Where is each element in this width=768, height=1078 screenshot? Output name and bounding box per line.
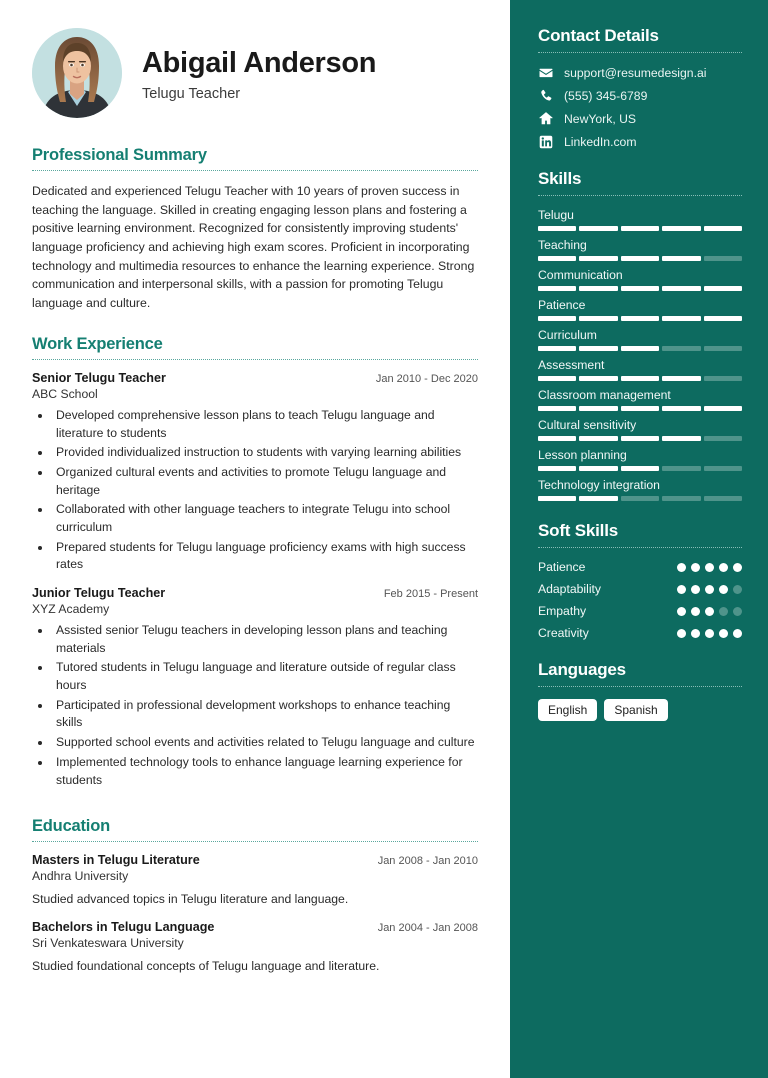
skill-label: Communication	[538, 268, 623, 282]
entry-organization: Andhra University	[32, 869, 129, 884]
skill-label: Patience	[538, 298, 586, 312]
skill-bar-segment	[704, 226, 742, 231]
rating-dot	[705, 607, 714, 616]
section-education	[32, 817, 478, 842]
rating-dot	[705, 563, 714, 572]
skill-bar-segment	[621, 226, 659, 231]
entry-title: Senior Telugu Teacher	[32, 370, 166, 385]
skill-bar-segment	[579, 226, 617, 231]
skill-level-bar	[538, 496, 742, 501]
skill-label: Lesson planning	[538, 448, 627, 462]
contact-row	[538, 111, 742, 126]
section-divider	[32, 359, 478, 360]
experience-entry	[32, 371, 478, 574]
soft-skill-item	[538, 582, 742, 596]
skills-list	[538, 208, 742, 501]
list-item: • Developed comprehensive lesson plans to teach Telugu language and literature to students	[52, 407, 478, 442]
skill-bar-segment	[538, 406, 576, 411]
rating-dot	[705, 585, 714, 594]
sidebar-section-skills	[538, 169, 742, 501]
skill-bar-segment	[704, 256, 742, 261]
skill-item	[538, 448, 742, 471]
sidebar-divider	[538, 195, 742, 196]
section-heading: Professional Summary	[32, 146, 207, 164]
skill-level-bar	[538, 466, 742, 471]
rating-dot	[719, 629, 728, 638]
soft-skill-label: Patience	[538, 560, 586, 574]
soft-skill-rating	[677, 629, 742, 638]
skill-bar-segment	[621, 496, 659, 501]
skill-bar-segment	[704, 406, 742, 411]
skill-bar-segment	[704, 466, 742, 471]
rating-dot	[719, 563, 728, 572]
section-professional-summary	[32, 146, 478, 171]
entry-organization: Sri Venkateswara University	[32, 936, 184, 951]
list-item: • Collaborated with other language teachers to integrate Telugu into school curriculum	[52, 501, 478, 536]
skill-label: Curriculum	[538, 328, 597, 342]
soft-skill-label: Empathy	[538, 604, 587, 618]
skill-bar-segment	[538, 346, 576, 351]
skill-bar-segment	[579, 496, 617, 501]
rating-dot	[691, 585, 700, 594]
sidebar-heading: Skills	[538, 169, 582, 188]
sidebar-section-soft-skills	[538, 521, 742, 640]
skill-level-bar	[538, 376, 742, 381]
entry-date: Jan 2010 - Dec 2020	[375, 372, 478, 385]
skill-label: Technology integration	[538, 478, 660, 492]
skill-bar-segment	[704, 316, 742, 321]
language-chip: English	[538, 699, 597, 721]
rating-dot	[705, 629, 714, 638]
skill-bar-segment	[579, 256, 617, 261]
skill-bar-segment	[621, 286, 659, 291]
contact-value: (555) 345-6789	[564, 88, 648, 103]
rating-dot	[719, 585, 728, 594]
language-chip: Spanish	[604, 699, 667, 721]
rating-dot	[733, 585, 742, 594]
sidebar-section-contact	[538, 26, 742, 149]
skill-bar-segment	[538, 466, 576, 471]
list-item: • Organized cultural events and activities to promote Telugu language and heritage	[52, 464, 478, 499]
skill-level-bar	[538, 226, 742, 231]
skill-bar-segment	[662, 316, 700, 321]
sidebar-heading: Languages	[538, 660, 626, 679]
education-list	[32, 853, 478, 973]
skill-bar-segment	[538, 286, 576, 291]
skill-bar-segment	[538, 496, 576, 501]
skill-bar-segment	[579, 346, 617, 351]
skill-bar-segment	[538, 436, 576, 441]
sidebar-heading: Contact Details	[538, 26, 659, 45]
soft-skill-rating	[677, 607, 742, 616]
soft-skill-rating	[677, 563, 742, 572]
skill-bar-segment	[621, 376, 659, 381]
skill-bar-segment	[662, 496, 700, 501]
section-heading: Work Experience	[32, 334, 163, 353]
skill-bar-segment	[538, 376, 576, 381]
sidebar-section-languages	[538, 660, 742, 721]
section-work-experience	[32, 335, 478, 360]
contact-row	[538, 88, 742, 103]
experience-list	[32, 371, 478, 817]
skill-bar-segment	[579, 436, 617, 441]
skill-item	[538, 478, 742, 501]
entry-title: Masters in Telugu Literature	[32, 853, 200, 868]
job-role: Telugu Teacher	[142, 85, 241, 102]
sidebar-divider	[538, 547, 742, 548]
skill-bar-segment	[579, 376, 617, 381]
skill-bar-segment	[621, 466, 659, 471]
soft-skill-label: Adaptability	[538, 582, 602, 596]
linkedin-icon	[538, 134, 553, 149]
entry-title: Bachelors in Telugu Language	[32, 920, 215, 935]
contact-row	[538, 134, 742, 149]
skill-item	[538, 328, 742, 351]
skill-bar-segment	[621, 436, 659, 441]
resume-header	[32, 28, 478, 118]
spacer	[32, 801, 478, 817]
envelope-icon	[538, 65, 553, 80]
entry-header	[32, 920, 478, 934]
rating-dot	[733, 629, 742, 638]
rating-dot	[691, 563, 700, 572]
skill-level-bar	[538, 286, 742, 291]
entry-date: Jan 2004 - Jan 2008	[377, 922, 478, 935]
skill-bar-segment	[704, 346, 742, 351]
entry-date: Feb 2015 - Present	[383, 588, 478, 600]
soft-skill-label: Creativity	[538, 626, 589, 640]
list-item: • Implemented technology tools to enhance language learning experience for students	[52, 754, 478, 789]
skill-bar-segment	[621, 406, 659, 411]
education-entry	[32, 920, 478, 973]
home-icon	[538, 111, 553, 126]
skill-bar-segment	[704, 496, 742, 501]
skill-item	[538, 298, 742, 321]
entry-bullet-list	[32, 407, 478, 574]
sidebar-divider	[538, 52, 742, 53]
contact-value: NewYork, US	[564, 111, 637, 126]
skill-item	[538, 358, 742, 381]
skill-bar-segment	[538, 316, 576, 321]
list-item: • Assisted senior Telugu teachers in developing lesson plans and teaching materials	[52, 622, 478, 657]
entry-organization: ABC School	[32, 386, 98, 401]
rating-dot	[719, 607, 728, 616]
entry-header	[32, 371, 478, 385]
list-item: • Provided individualized instruction to students with varying learning abilities	[52, 444, 478, 462]
skill-level-bar	[538, 316, 742, 321]
name-block	[142, 44, 376, 102]
rating-dot	[691, 629, 700, 638]
skill-label: Assessment	[538, 358, 605, 372]
contact-list	[538, 65, 742, 149]
list-item: • Participated in professional development workshops to enhance teaching skills	[52, 697, 478, 732]
skill-bar-segment	[662, 256, 700, 261]
skill-bar-segment	[662, 346, 700, 351]
user-portrait-photo-icon	[32, 28, 122, 118]
sidebar-heading: Soft Skills	[538, 521, 618, 540]
entry-description: Studied advanced topics in Telugu literature and language.	[32, 892, 349, 907]
soft-skill-item	[538, 604, 742, 618]
rating-dot	[691, 607, 700, 616]
skill-item	[538, 238, 742, 261]
avatar	[32, 28, 122, 118]
entry-organization: XYZ Academy	[32, 602, 110, 616]
skill-label: Telugu	[538, 208, 574, 222]
skill-bar-segment	[662, 286, 700, 291]
summary-text: Dedicated and experienced Telugu Teacher with 10 years of proven success in teaching the language. Skilled in creating engaging lesson plans and fostering a positive learning environment. Recognized for consistently improving students' language proficiency and achieving high exam scores. Proficient in incorporating technology and multimedia resources to enhance the learning experience. Strong communication and interpersonal skills, with a passion for promoting Telugu language and culture.	[32, 184, 475, 311]
entry-description: Studied foundational concepts of Telugu language and literature.	[32, 959, 380, 974]
soft-skill-item	[538, 626, 742, 640]
section-heading: Education	[32, 817, 110, 836]
rating-dot	[677, 629, 686, 638]
skill-bar-segment	[538, 256, 576, 261]
contact-row	[538, 65, 742, 80]
skill-bar-segment	[538, 226, 576, 231]
skill-item	[538, 208, 742, 231]
rating-dot	[677, 607, 686, 616]
soft-skill-rating	[677, 585, 742, 594]
phone-icon	[538, 88, 553, 103]
skill-item	[538, 418, 742, 441]
skill-bar-segment	[704, 436, 742, 441]
entry-title: Junior Telugu Teacher	[32, 586, 166, 600]
education-entry	[32, 853, 478, 906]
list-item: • Supported school events and activities related to Telugu language and culture	[52, 734, 478, 752]
skill-bar-segment	[662, 466, 700, 471]
sidebar-divider	[538, 686, 742, 687]
contact-value: support@resumedesign.ai	[564, 65, 707, 80]
skill-level-bar	[538, 346, 742, 351]
skill-bar-segment	[662, 436, 700, 441]
skill-bar-segment	[579, 466, 617, 471]
skill-bar-segment	[579, 286, 617, 291]
entry-header	[32, 853, 478, 867]
skill-bar-segment	[579, 316, 617, 321]
contact-value: LinkedIn.com	[564, 134, 637, 149]
entry-bullet-list	[32, 622, 478, 789]
rating-dot	[677, 563, 686, 572]
skill-level-bar	[538, 436, 742, 441]
entry-header	[32, 586, 478, 600]
section-divider	[32, 841, 478, 842]
section-divider	[32, 170, 478, 171]
skill-bar-segment	[662, 376, 700, 381]
soft-skill-item	[538, 560, 742, 574]
skill-bar-segment	[704, 286, 742, 291]
skill-level-bar	[538, 256, 742, 261]
language-chip-list	[538, 699, 742, 721]
list-item: • Tutored students in Telugu language and literature outside of regular class hours	[52, 659, 478, 694]
skill-bar-segment	[704, 376, 742, 381]
skill-item	[538, 388, 742, 411]
skill-item	[538, 268, 742, 291]
skill-bar-segment	[621, 256, 659, 261]
skill-label: Cultural sensitivity	[538, 418, 637, 432]
skill-bar-segment	[662, 406, 700, 411]
skill-bar-segment	[579, 406, 617, 411]
skill-label: Teaching	[538, 238, 587, 252]
skill-label: Classroom management	[538, 388, 671, 402]
rating-dot	[733, 607, 742, 616]
page-title: Abigail Anderson	[142, 47, 377, 80]
rating-dot	[677, 585, 686, 594]
entry-date: Jan 2008 - Jan 2010	[377, 855, 478, 868]
skill-bar-segment	[621, 316, 659, 321]
rating-dot	[733, 563, 742, 572]
experience-entry	[32, 586, 478, 789]
skill-bar-segment	[662, 226, 700, 231]
sidebar	[510, 0, 768, 1078]
soft-skills-list	[538, 560, 742, 640]
skill-bar-segment	[621, 346, 659, 351]
list-item: • Prepared students for Telugu language proficiency exams with high success rates	[52, 539, 478, 574]
skill-level-bar	[538, 406, 742, 411]
